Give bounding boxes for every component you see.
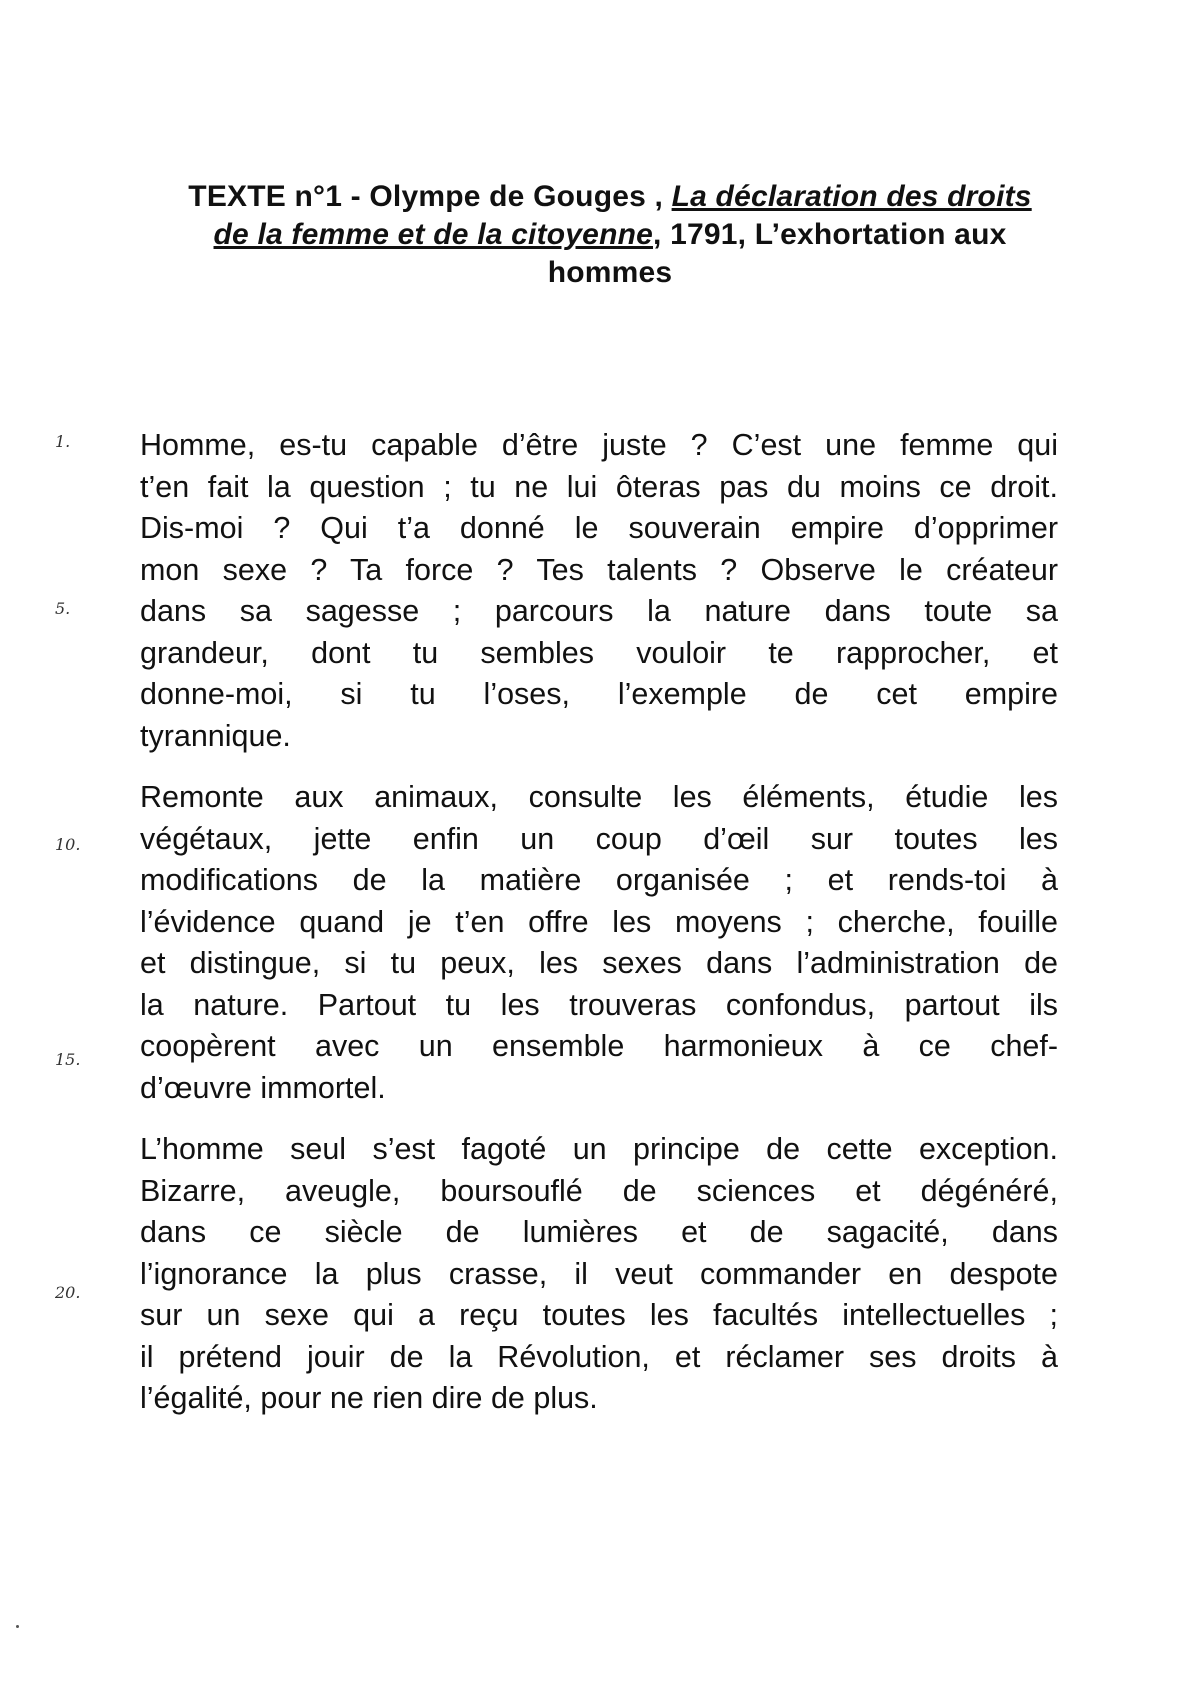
- text-line: végétaux, jette enfin un coup d’œil sur toutes les: [140, 821, 1058, 856]
- text-number: TEXTE n°1: [188, 180, 343, 213]
- text-line: coopèrent avec un ensemble harmonieux à ce chef-: [140, 1029, 1058, 1063]
- heading-line-2: [160, 216, 1060, 254]
- text-line: t’en fait la question ; tu ne lui ôteras pas du moins ce droit.: [140, 469, 1058, 504]
- document-heading: [160, 178, 1060, 292]
- text-line: Homme, es-tu capable d’être juste ? C’est une femme qui: [140, 428, 1058, 462]
- text-line: la nature. Partout tu les trouveras confondus, partout ils: [140, 987, 1058, 1022]
- text-line: l’ignorance la plus crasse, il veut commander en despote: [140, 1256, 1058, 1291]
- text-line: dans ce siècle de lumières et de sagacité, dans: [140, 1215, 1058, 1249]
- heading-author: - Olympe de Gouges ,: [342, 180, 672, 213]
- text-line: L’homme seul s’est fagoté un principe de cette exception.: [140, 1132, 1058, 1166]
- text-line: Dis-moi ? Qui t’a donné le souverain empire d’opprimer: [140, 511, 1058, 545]
- paragraph-3: [140, 1129, 1058, 1420]
- work-title-part-1: La déclaration des droits: [671, 180, 1032, 213]
- body-text: [140, 425, 1058, 1420]
- heading-line-1: [160, 178, 1060, 216]
- line-number-1: 1.: [55, 432, 71, 451]
- heading-date-subtitle: , 1791, L’exhortation aux: [653, 218, 1007, 251]
- text-line: Bizarre, aveugle, boursouflé de sciences et dégénéré,: [140, 1173, 1058, 1208]
- line-number-20: 20.: [55, 1283, 81, 1302]
- scan-speck: [16, 1625, 19, 1628]
- text-line: l’égalité, pour ne rien dire de plus.: [140, 1381, 598, 1415]
- text-line: d’œuvre immortel.: [140, 1070, 386, 1105]
- text-line: l’évidence quand je t’en offre les moyens ; cherche, fouille: [140, 904, 1058, 939]
- text-line: il prétend jouir de la Révolution, et réclamer ses droits à: [140, 1339, 1058, 1374]
- text-line: donne-moi, si tu l’oses, l’exemple de cet empire: [140, 677, 1058, 711]
- text-line: Remonte aux animaux, consulte les éléments, étudie les: [140, 780, 1058, 814]
- text-line: dans sa sagesse ; parcours la nature dans toute sa: [140, 594, 1058, 628]
- line-number-5: 5.: [55, 599, 71, 618]
- text-line: et distingue, si tu peux, les sexes dans l’administration de: [140, 946, 1058, 980]
- text-line: mon sexe ? Ta force ? Tes talents ? Observe le créateur: [140, 552, 1058, 587]
- work-title-part-2: de la femme et de la citoyenne: [213, 218, 654, 251]
- text-line: tyrannique.: [140, 718, 291, 753]
- text-line: sur un sexe qui a reçu toutes les facultés intellectuelles ;: [140, 1298, 1058, 1332]
- line-number-10: 10.: [55, 835, 81, 854]
- text-line: modifications de la matière organisée ; et rends-toi à: [140, 863, 1058, 897]
- heading-line-3: hommes: [547, 256, 673, 289]
- text-line: grandeur, dont tu sembles vouloir te rapprocher, et: [140, 635, 1058, 670]
- paragraph-1: [140, 425, 1058, 757]
- paragraph-2: [140, 777, 1058, 1109]
- line-number-15: 15.: [55, 1050, 81, 1069]
